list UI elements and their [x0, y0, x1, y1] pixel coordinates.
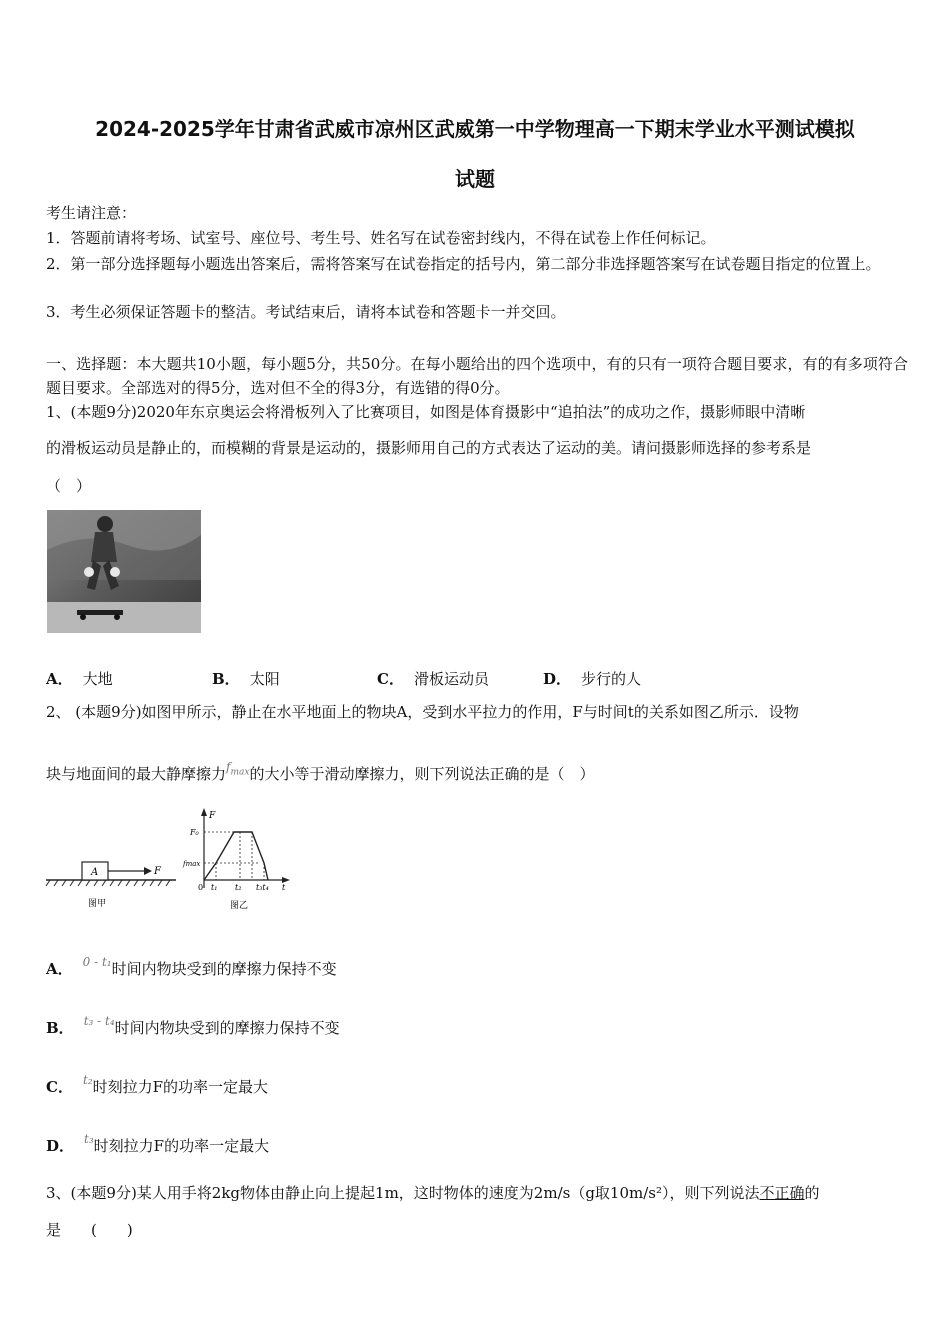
q2-option-a[interactable] [46, 955, 337, 979]
fmax-f: f [226, 760, 231, 774]
f-t-curve [204, 832, 268, 880]
fmax-symbol [226, 760, 250, 778]
q3-line1 [46, 1183, 820, 1203]
q2-line2-start: 块与地面间的最大静摩擦力 [46, 765, 227, 783]
caption-yi: 图乙 [230, 901, 249, 911]
t-axis-label: t [282, 883, 286, 892]
q3-line2: 是 ( ) [46, 1221, 133, 1239]
section-heading: 一、选择题：本大题共10小题，每小题5分，共50分。在每小题给出的四个选项中，有的只有一项符合题目要求，有的有多项符合题目要求。全部选对的得5分，选对但不全的得3分，有选错的得0分。 [46, 355, 908, 397]
q1-option-a[interactable] [46, 668, 113, 689]
fmax-sub: max [230, 767, 250, 778]
q1-option-d[interactable] [543, 668, 641, 689]
block-a-label: A [91, 867, 99, 878]
page-title: 2024-2025学年甘肃省武威市凉州区武威第一中学物理高一下期末学业水平测试模拟 [95, 117, 855, 141]
q1-option-c-letter: C． [377, 670, 404, 688]
notice-item-2: 2．第一部分选择题每小题选出答案后，需将答案写在试卷指定的括号内，第二部分非选择题答案写在试卷题目指定的位置上。 [46, 255, 881, 273]
q1-option-d-letter: D． [543, 670, 572, 688]
q2-line1: 2、 (本题9分)如图甲所示，静止在水平地面上的物块A，受到水平拉力的作用，F与时间t的关系如图乙所示．设物 [46, 703, 799, 721]
f0-label: F₀ [190, 828, 199, 837]
q2-option-d-letter: D． [46, 1137, 75, 1155]
q2-option-d[interactable] [46, 1132, 270, 1156]
q1-option-d-text: 步行的人 [581, 670, 642, 688]
q1-option-a-letter: A． [46, 670, 73, 688]
q3-not-correct: 不正确 [759, 1184, 805, 1202]
force-arrow-label: F [154, 866, 161, 877]
q2-option-c-math: t₂ [82, 1073, 93, 1087]
t2-label: t₂ [235, 883, 242, 892]
axis-f-label: F [209, 811, 216, 821]
q1-option-b-text: 太阳 [249, 670, 280, 688]
origin-label: 0 [198, 883, 204, 892]
q2-option-b[interactable] [46, 1014, 340, 1038]
q2-option-b-text: 时间内物块受到的摩擦力保持不变 [114, 1019, 340, 1037]
q1-option-b-letter: B． [212, 670, 240, 688]
t3t4-label: t₃t₄ [256, 883, 269, 892]
skateboarder-photo [47, 510, 201, 633]
q2-option-d-text: 时刻拉力F的功率一定最大 [93, 1137, 270, 1155]
q2-option-c-letter: C． [46, 1078, 73, 1096]
q1-option-c-text: 滑板运动员 [413, 670, 489, 688]
q1-line1: 1、(本题9分)2020年东京奥运会将滑板列入了比赛项目，如图是体育摄影中“追拍法”的成功之作，摄影师眼中清晰 [46, 403, 806, 421]
q3-line1-end: 的 [804, 1184, 820, 1202]
q1-option-c[interactable] [377, 668, 489, 689]
notice-heading: 考生请注意： [46, 204, 137, 222]
q2-option-a-letter: A． [46, 960, 73, 978]
q2-option-b-letter: B． [46, 1019, 74, 1037]
q3-line1-start: 3、(本题9分)某人用手将2kg物体由静止向上提起1m，这时物体的速度为2m/s（g取10m/s²），则下列说法 [46, 1184, 760, 1202]
q2-option-d-math: t₃ [84, 1132, 94, 1146]
q2-option-a-math: 0 - t₁ [82, 955, 112, 969]
notice-item-1: 1．答题前请将考场、试室号、座位号、考生号、姓名写在试卷密封线内，不得在试卷上作任何标记。 [46, 229, 716, 247]
page-title-cont: 试题 [455, 167, 495, 191]
q1-line2: 的滑板运动员是静止的，而模糊的背景是运动的，摄影师用自己的方式表达了运动的美。请问摄影师选择的参考系是 [46, 439, 812, 457]
q2-option-c-text: 时刻拉力F的功率一定最大 [92, 1078, 269, 1096]
fmax-label: fmax [183, 860, 201, 868]
q1-line3: （ ） [46, 477, 92, 495]
q2-line2 [46, 760, 595, 790]
caption-jia: 图甲 [88, 899, 107, 909]
q2-line2-end: 的大小等于滑动摩擦力，则下列说法正确的是（ ） [249, 765, 595, 783]
q2-option-c[interactable] [46, 1073, 269, 1097]
q1-option-a-text: 大地 [82, 670, 113, 688]
q2-option-a-text: 时间内物块受到的摩擦力保持不变 [111, 960, 337, 978]
q1-option-b[interactable] [212, 668, 280, 689]
t1-label: t₁ [211, 883, 218, 892]
q2-option-b-math: t₃ - t₄ [83, 1014, 115, 1028]
q2-figure [44, 808, 304, 913]
notice-item-3: 3．考生必须保证答题卡的整洁。考试结束后，请将本试卷和答题卡一并交回。 [46, 303, 566, 321]
